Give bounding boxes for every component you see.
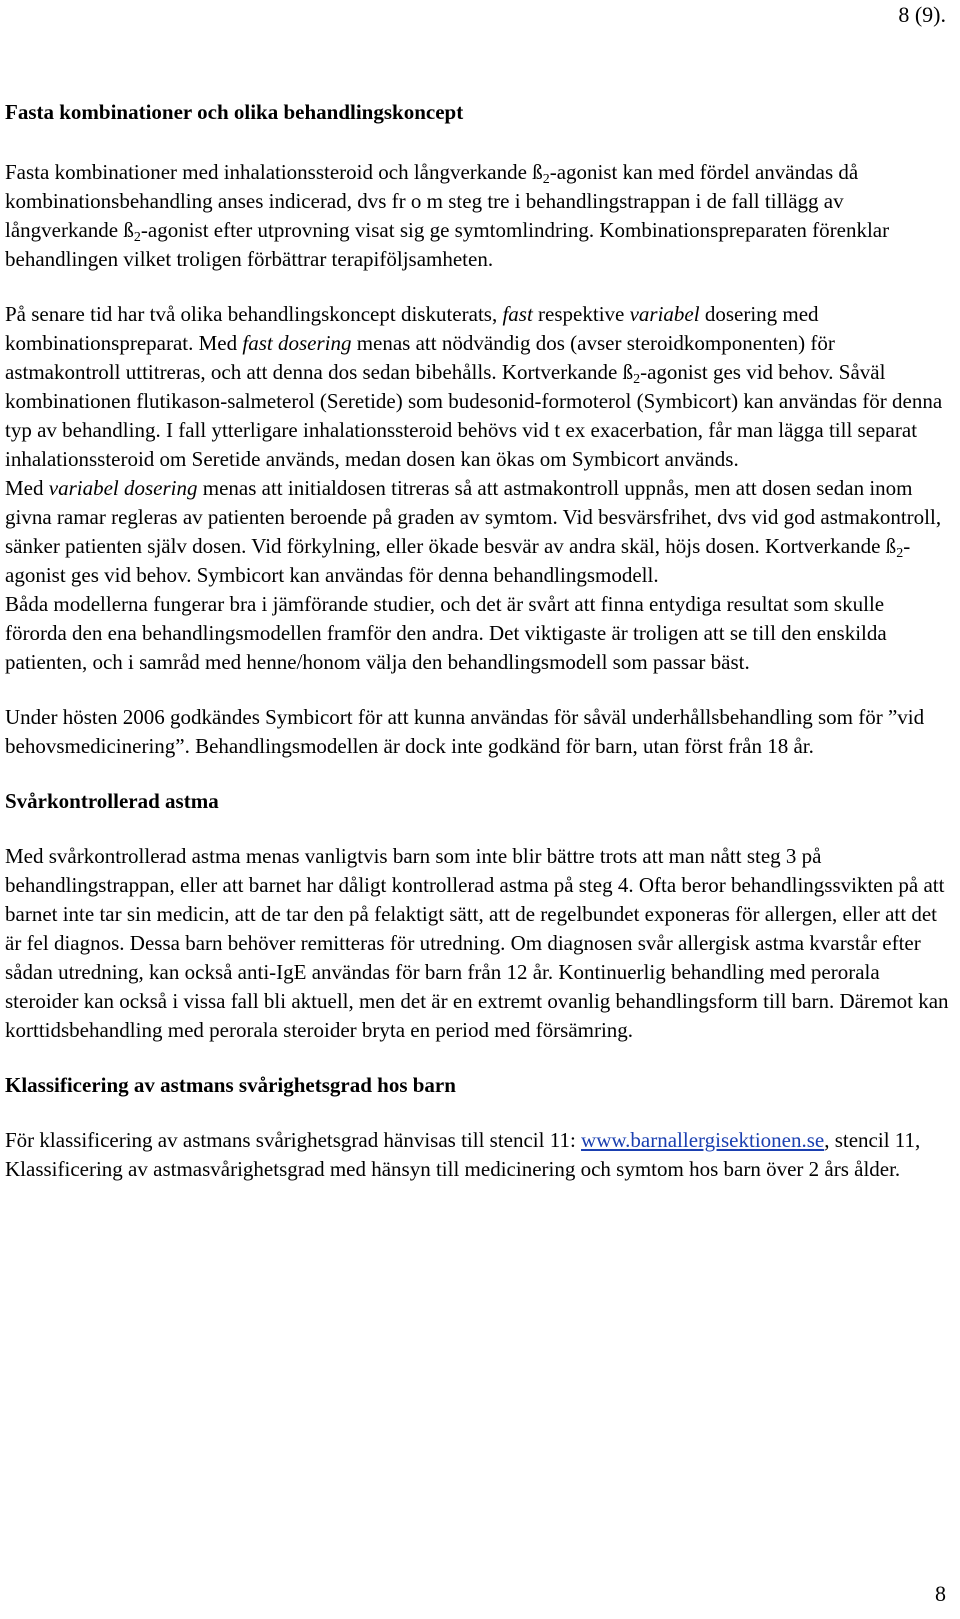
- page-number-footer: 8: [935, 1581, 946, 1606]
- section-heading-svarkontrollerad: Svårkontrollerad astma: [5, 789, 219, 813]
- section-heading-fasta: Fasta kombinationer och olika behandlingskoncept: [5, 100, 464, 124]
- paragraph-variabel-dosering: Med variabel dosering menas att initialdosen titreras så att astmakontroll uppnås, men att dosen sedan inom givna ramar regleras av patienten beroende på graden av symtom. Vid besvärsfrihet, dvs vid god astmakontroll, sänker patienten själv dosen. Vid förkylning, eller ökade besvär av andra skäl, höjs dosen. Kortverkande $ß_2$-agonist ges vid behov. Symbicort kan användas för denna behandlingsmodell.: [5, 476, 942, 587]
- paragraph-behandlingskoncept: På senare tid har två olika behandlingskoncept diskuterats, fast respektive variabel dosering med kombinationspreparat. Med fast dosering menas att nödvändig dos (avser steroidkomponenten) för astmakontroll uttitreras, och att denna dos sedan bibehålls. Kortverkande $ß_2$-agonist ges vid behov. Såväl kombinationen flutikason-salmeterol (Seretide) som budesonid-formoterol (Symbicort) kan användas för denna typ av behandling. I fall ytterligare inhalationssteroid behövs vid t ex exacerbation, får man lägga till separat inhalationssteroid om Seretide används, medan dosen kan ökas om Symbicort används.: [5, 302, 943, 471]
- barnallergisektionen-link[interactable]: www.barnallergisektionen.se: [581, 1128, 825, 1152]
- paragraph-fasta-intro: Fasta kombinationer med inhalationssteroid och långverkande $ß_2$-agonist kan med fördel användas då kombinationsbehandling anses indicerad, dvs fr o m steg tre i behandlingstrappan i de fall tillägg av långverkande $ß_2$-agonist efter utprovning visat sig ge symtomlindring. Kombinationspreparaten förenklar behandlingen vilket troligen förbättrar terapiföljsamheten.: [5, 160, 890, 271]
- paragraph-symbicort-2006: Under hösten 2006 godkändes Symbicort för att kunna användas för såväl underhållsbehandling som för ”vid behovsmedicinering”. Behandlingsmodellen är dock inte godkänd för barn, utan först från 18 år.: [5, 705, 925, 758]
- paragraph-klassificering: För klassificering av astmans svårighetsgrad hänvisas till stencil 11: www.barnallergisektionen.se, stencil 11, Klassificering av astmasvårighetsgrad med hänsyn till medicinering och symtom hos barn över 2 års ålder.: [5, 1128, 921, 1181]
- document-body: [5, 98, 950, 1184]
- page-number-header: 8 (9).: [898, 2, 946, 27]
- section-heading-klassificering: Klassificering av astmans svårighetsgrad hos barn: [5, 1073, 456, 1097]
- paragraph-svarkontrollerad: Med svårkontrollerad astma menas vanligtvis barn som inte blir bättre trots att man nått steg 3 på behandlingstrappan, eller att barnet har dåligt kontrollerad astma på steg 4. Ofta beror behandlingssvikten på att barnet inte tar sin medicin, att de tar den på felaktigt sätt, att de regelbundet exponeras för allergen, eller att det är fel diagnos. Dessa barn behöver remitteras för utredning. Om diagnosen svår allergisk astma kvarstår efter sådan utredning, kan också anti-IgE användas för barn från 12 år. Kontinuerlig behandling med perorala steroider kan också i vissa fall bli aktuell, men det är en extremt ovanlig behandlingsform till barn. Däremot kan korttidsbehandling med perorala steroider bryta en period med försämring.: [5, 844, 949, 1042]
- paragraph-bada-modellerna: Båda modellerna fungerar bra i jämförande studier, och det är svårt att finna entydiga resultat som skulle förorda den ena behandlingsmodellen framför den andra. Det viktigaste är troligen att se till den enskilda patienten, och i samråd med henne/honom välja den behandlingsmodell som passar bäst.: [5, 592, 887, 674]
